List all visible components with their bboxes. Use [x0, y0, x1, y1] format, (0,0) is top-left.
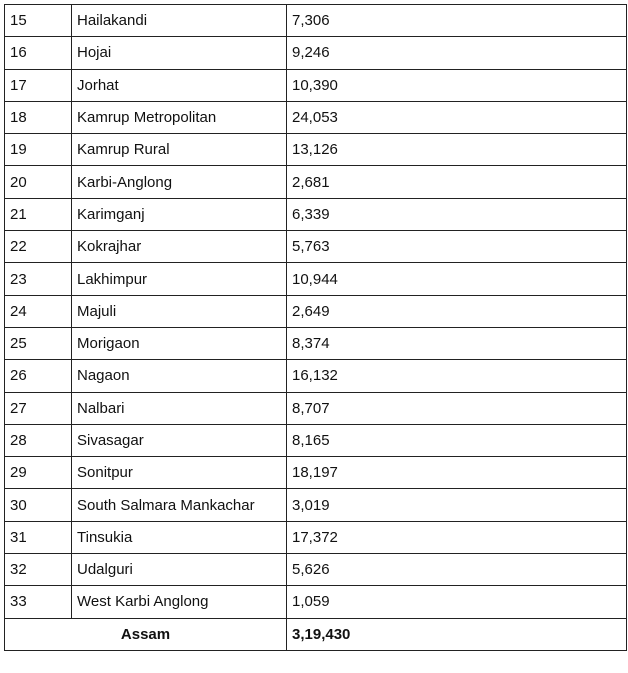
- table-row: [5, 166, 627, 198]
- table-row: [5, 101, 627, 133]
- serial-number-cell: 18: [5, 101, 72, 133]
- value-cell: 18,197: [287, 457, 627, 489]
- district-name-cell: Kokrajhar: [72, 231, 287, 263]
- district-name-cell: Sonitpur: [72, 457, 287, 489]
- serial-number-cell: 29: [5, 457, 72, 489]
- district-name-cell: South Salmara Mankachar: [72, 489, 287, 521]
- serial-number-cell: 15: [5, 5, 72, 37]
- table-row: [5, 521, 627, 553]
- table-row: [5, 198, 627, 230]
- district-name-cell: Kamrup Rural: [72, 134, 287, 166]
- serial-number-cell: 22: [5, 231, 72, 263]
- serial-number-cell: 16: [5, 37, 72, 69]
- value-cell: 2,649: [287, 295, 627, 327]
- district-name-cell: Karbi-Anglong: [72, 166, 287, 198]
- value-cell: 5,763: [287, 231, 627, 263]
- serial-number-cell: 27: [5, 392, 72, 424]
- table-row: [5, 231, 627, 263]
- serial-number-cell: 32: [5, 554, 72, 586]
- table-body: [5, 5, 627, 651]
- district-name-cell: West Karbi Anglong: [72, 586, 287, 618]
- table-row: [5, 327, 627, 359]
- serial-number-cell: 23: [5, 263, 72, 295]
- serial-number-cell: 31: [5, 521, 72, 553]
- total-row: [5, 618, 627, 650]
- district-name-cell: Karimganj: [72, 198, 287, 230]
- serial-number-cell: 28: [5, 424, 72, 456]
- table-row: [5, 489, 627, 521]
- table-row: [5, 69, 627, 101]
- total-value-cell: 3,19,430: [287, 618, 627, 650]
- value-cell: 7,306: [287, 5, 627, 37]
- value-cell: 17,372: [287, 521, 627, 553]
- value-cell: 5,626: [287, 554, 627, 586]
- serial-number-cell: 21: [5, 198, 72, 230]
- serial-number-cell: 33: [5, 586, 72, 618]
- value-cell: 10,944: [287, 263, 627, 295]
- district-name-cell: Tinsukia: [72, 521, 287, 553]
- table-row: [5, 360, 627, 392]
- district-name-cell: Nagaon: [72, 360, 287, 392]
- table-row: [5, 392, 627, 424]
- table-row: [5, 37, 627, 69]
- serial-number-cell: 26: [5, 360, 72, 392]
- value-cell: 8,374: [287, 327, 627, 359]
- value-cell: 9,246: [287, 37, 627, 69]
- serial-number-cell: 24: [5, 295, 72, 327]
- district-name-cell: Lakhimpur: [72, 263, 287, 295]
- value-cell: 10,390: [287, 69, 627, 101]
- value-cell: 13,126: [287, 134, 627, 166]
- serial-number-cell: 19: [5, 134, 72, 166]
- district-data-table: [4, 4, 627, 651]
- table-row: [5, 134, 627, 166]
- total-label-cell: Assam: [5, 618, 287, 650]
- district-name-cell: Sivasagar: [72, 424, 287, 456]
- table-row: [5, 295, 627, 327]
- district-name-cell: Hojai: [72, 37, 287, 69]
- table-row: [5, 263, 627, 295]
- district-name-cell: Udalguri: [72, 554, 287, 586]
- district-name-cell: Nalbari: [72, 392, 287, 424]
- district-name-cell: Jorhat: [72, 69, 287, 101]
- serial-number-cell: 17: [5, 69, 72, 101]
- value-cell: 6,339: [287, 198, 627, 230]
- district-name-cell: Kamrup Metropolitan: [72, 101, 287, 133]
- serial-number-cell: 20: [5, 166, 72, 198]
- district-name-cell: Morigaon: [72, 327, 287, 359]
- value-cell: 24,053: [287, 101, 627, 133]
- value-cell: 2,681: [287, 166, 627, 198]
- table-row: [5, 424, 627, 456]
- value-cell: 1,059: [287, 586, 627, 618]
- table-row: [5, 5, 627, 37]
- value-cell: 8,707: [287, 392, 627, 424]
- table-row: [5, 586, 627, 618]
- value-cell: 3,019: [287, 489, 627, 521]
- table-row: [5, 554, 627, 586]
- table-row: [5, 457, 627, 489]
- district-name-cell: Majuli: [72, 295, 287, 327]
- value-cell: 16,132: [287, 360, 627, 392]
- district-name-cell: Hailakandi: [72, 5, 287, 37]
- serial-number-cell: 25: [5, 327, 72, 359]
- serial-number-cell: 30: [5, 489, 72, 521]
- value-cell: 8,165: [287, 424, 627, 456]
